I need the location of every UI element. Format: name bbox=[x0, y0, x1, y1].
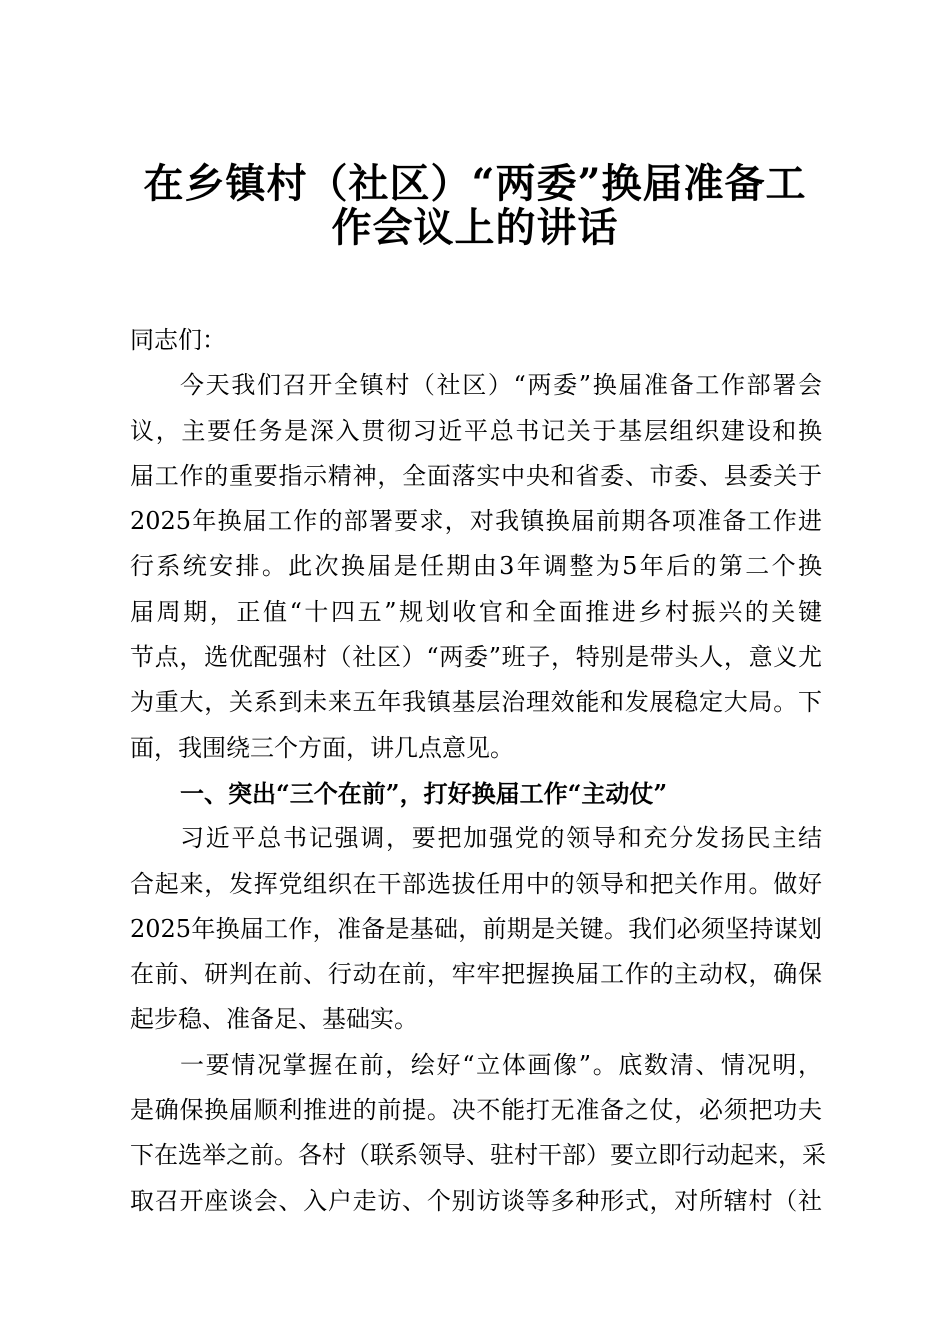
paragraph-line: 习近平总书记强调，要把加强党的领导和充分发扬民主结 bbox=[180, 824, 822, 853]
paragraph-line: 取召开座谈会、入户走访、个别访谈等多种形式，对所辖村（社 bbox=[130, 1186, 822, 1215]
paragraph-line: 面，我围绕三个方面，讲几点意见。 bbox=[130, 733, 514, 762]
paragraph-line: 议，主要任务是深入贯彻习近平总书记关于基层组织建设和换 bbox=[130, 416, 822, 445]
salutation: 同志们： bbox=[130, 326, 226, 354]
document-title-line-2: 作会议上的讲话 bbox=[331, 204, 619, 251]
paragraph-line: 届工作的重要指示精神，全面落实中央和省委、市委、县委关于 bbox=[130, 461, 822, 490]
paragraph-line: 节点，选优配强村（社区）“两委”班子，特别是带头人，意义尤 bbox=[130, 643, 822, 672]
paragraph-line: 2025年换届工作的部署要求，对我镇换届前期各项准备工作进 bbox=[130, 507, 822, 536]
document-body bbox=[130, 318, 826, 1224]
paragraph-line: 为重大，关系到未来五年我镇基层治理效能和发展稳定大局。下 bbox=[130, 688, 822, 717]
paragraph-line: 届周期，正值“十四五”规划收官和全面推进乡村振兴的关键 bbox=[130, 597, 822, 626]
paragraph-line: 下在选举之前。各村（联系领导、驻村干部）要立即行动起来，采 bbox=[130, 1141, 826, 1170]
paragraph-line: 今天我们召开全镇村（社区）“两委”换届准备工作部署会 bbox=[180, 371, 822, 400]
paragraph-line: 在前、研判在前、行动在前，牢牢把握换届工作的主动权，确保 bbox=[130, 960, 822, 989]
document-title-line-1: 在乡镇村（社区）“两委”换届准备工 bbox=[143, 160, 807, 207]
paragraph-line: 一要情况掌握在前，绘好“立体画像”。底数清、情况明， bbox=[180, 1050, 822, 1079]
paragraph-line: 起步稳、准备足、基础实。 bbox=[130, 1005, 418, 1034]
paragraph-line: 2025年换届工作，准备是基础，前期是关键。我们必须坚持谋划 bbox=[130, 914, 822, 943]
section-heading: 一、突出“三个在前”，打好换届工作“主动仗” bbox=[180, 778, 668, 808]
paragraph-line: 合起来，发挥党组织在干部选拔任用中的领导和把关作用。做好 bbox=[130, 869, 822, 898]
paragraph-line: 行系统安排。此次换届是任期由3年调整为5年后的第二个换 bbox=[130, 552, 822, 581]
paragraph-line: 是确保换届顺利推进的前提。决不能打无准备之仗，必须把功夫 bbox=[130, 1096, 822, 1125]
